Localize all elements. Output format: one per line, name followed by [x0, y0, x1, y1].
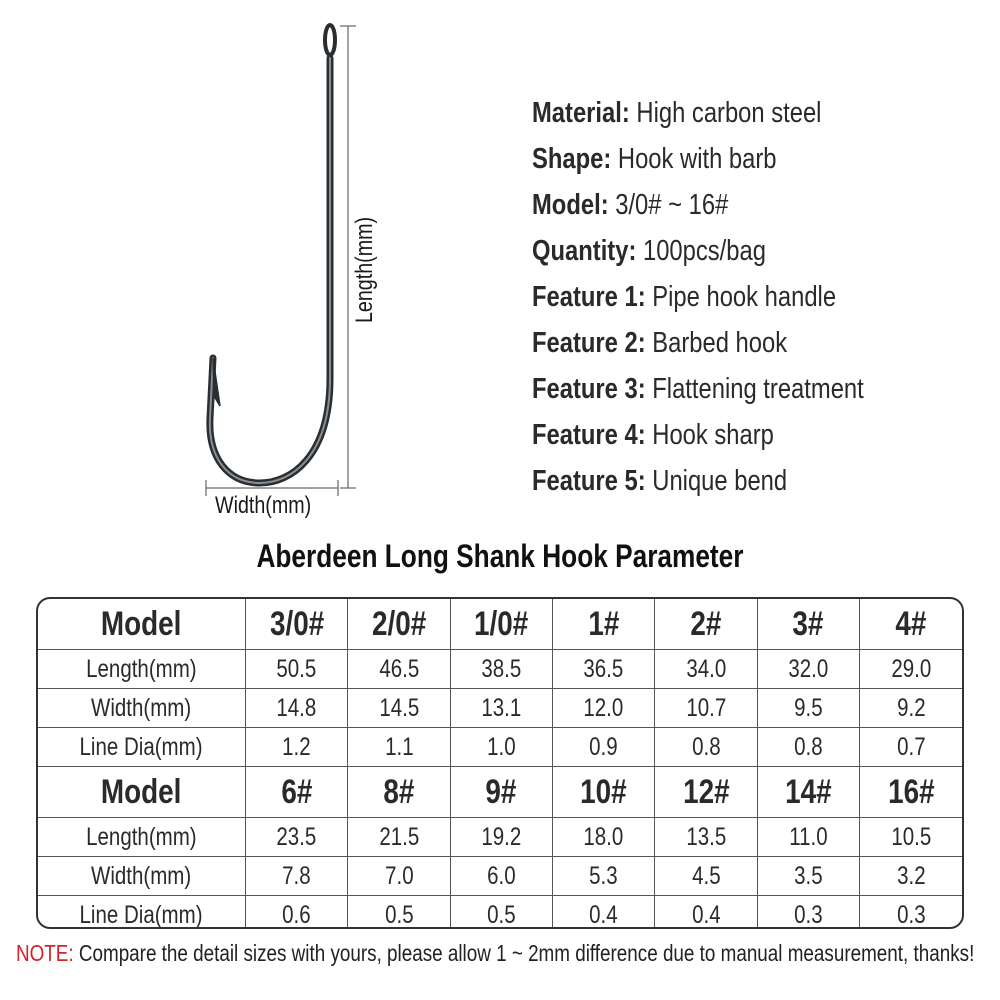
- spec-quantity: Quantity: 100pcs/bag: [532, 235, 766, 267]
- table-cell: 0.5: [348, 896, 450, 930]
- table-cell: 7.8: [246, 857, 348, 896]
- table-cell: 0.9: [553, 728, 655, 767]
- table-cell: 13.5: [655, 818, 757, 857]
- row-header-cell: Model: [38, 767, 246, 818]
- table-cell: 3.5: [757, 857, 859, 896]
- table-cell: 14#: [757, 767, 859, 818]
- spec-feature-1: Feature 1: Pipe hook handle: [532, 281, 837, 313]
- spec-feature-4: Feature 4: Hook sharp: [532, 419, 774, 451]
- table-cell: 9.2: [860, 689, 962, 728]
- spec-model: Model: 3/0# ~ 16#: [532, 189, 729, 221]
- table-cell: 1.0: [450, 728, 552, 767]
- table-cell: 50.5: [246, 650, 348, 689]
- note: [16, 940, 1000, 967]
- row-header-cell: Line Dia(mm): [38, 896, 246, 930]
- table-title: Aberdeen Long Shank Hook Parameter: [256, 538, 744, 574]
- length-row: [38, 650, 962, 689]
- row-header-cell: Model: [38, 599, 246, 650]
- table-cell: 0.8: [757, 728, 859, 767]
- table-cell: 0.4: [655, 896, 757, 930]
- table-cell: 1.2: [246, 728, 348, 767]
- table-cell: 3/0#: [246, 599, 348, 650]
- width-row: [38, 857, 962, 896]
- line-dia-row: [38, 728, 962, 767]
- row-header-cell: Width(mm): [38, 857, 246, 896]
- spec-feature-2: Feature 2: Barbed hook: [532, 327, 788, 359]
- table-cell: 0.6: [246, 896, 348, 930]
- table-cell: 0.4: [553, 896, 655, 930]
- width-row: [38, 689, 962, 728]
- model-row: [38, 599, 962, 650]
- table-cell: 4.5: [655, 857, 757, 896]
- table-cell: 0.3: [860, 896, 962, 930]
- table-cell: 18.0: [553, 818, 655, 857]
- hook-shape: [210, 25, 335, 483]
- spec-material: Material: High carbon steel: [532, 97, 822, 129]
- spec-shape: Shape: Hook with barb: [532, 143, 777, 175]
- parameter-table: [36, 597, 964, 929]
- table-cell: 46.5: [348, 650, 450, 689]
- length-row: [38, 818, 962, 857]
- spec-list: [532, 90, 992, 504]
- length-dimension-label: Length(mm): [351, 216, 378, 324]
- table-cell: 1/0#: [450, 599, 552, 650]
- table-cell: 12#: [655, 767, 757, 818]
- table-cell: 0.8: [655, 728, 757, 767]
- row-header-cell: Width(mm): [38, 689, 246, 728]
- table-cell: 23.5: [246, 818, 348, 857]
- table-cell: 12.0: [553, 689, 655, 728]
- table-cell: 3#: [757, 599, 859, 650]
- table-cell: 6#: [246, 767, 348, 818]
- table-cell: 10#: [553, 767, 655, 818]
- table-cell: 8#: [348, 767, 450, 818]
- spec-feature-5: Feature 5: Unique bend: [532, 465, 788, 497]
- table-cell: 0.7: [860, 728, 962, 767]
- table-cell: 36.5: [553, 650, 655, 689]
- row-header-cell: Length(mm): [38, 650, 246, 689]
- table-cell: 10.5: [860, 818, 962, 857]
- table-cell: 0.5: [450, 896, 552, 930]
- row-header-cell: Length(mm): [38, 818, 246, 857]
- table-cell: 5.3: [553, 857, 655, 896]
- table-cell: 29.0: [860, 650, 962, 689]
- table-cell: 2#: [655, 599, 757, 650]
- table-cell: 1#: [553, 599, 655, 650]
- hook-illustration: [180, 18, 380, 528]
- table-cell: 19.2: [450, 818, 552, 857]
- table-cell: 0.3: [757, 896, 859, 930]
- table-cell: 10.7: [655, 689, 757, 728]
- table-cell: 16#: [860, 767, 962, 818]
- spec-feature-3: Feature 3: Flattening treatment: [532, 373, 864, 405]
- table-cell: 21.5: [348, 818, 450, 857]
- table-cell: 13.1: [450, 689, 552, 728]
- note-label: NOTE:: [16, 940, 74, 966]
- table-cell: 34.0: [655, 650, 757, 689]
- table-cell: 6.0: [450, 857, 552, 896]
- table-cell: 1.1: [348, 728, 450, 767]
- width-dimension-label: Width(mm): [215, 492, 312, 519]
- table-cell: 32.0: [757, 650, 859, 689]
- table-cell: 9#: [450, 767, 552, 818]
- line-dia-row: [38, 896, 962, 930]
- note-text: Compare the detail sizes with yours, please allow 1 ~ 2mm difference due to manual measurement, thanks!: [73, 940, 975, 966]
- table-cell: 9.5: [757, 689, 859, 728]
- table-cell: 3.2: [860, 857, 962, 896]
- table-cell: 38.5: [450, 650, 552, 689]
- table-cell: 14.8: [246, 689, 348, 728]
- row-header-cell: Line Dia(mm): [38, 728, 246, 767]
- table-cell: 14.5: [348, 689, 450, 728]
- table-cell: 7.0: [348, 857, 450, 896]
- table-cell: 4#: [860, 599, 962, 650]
- table-cell: 2/0#: [348, 599, 450, 650]
- table-cell: 11.0: [757, 818, 859, 857]
- model-row: [38, 767, 962, 818]
